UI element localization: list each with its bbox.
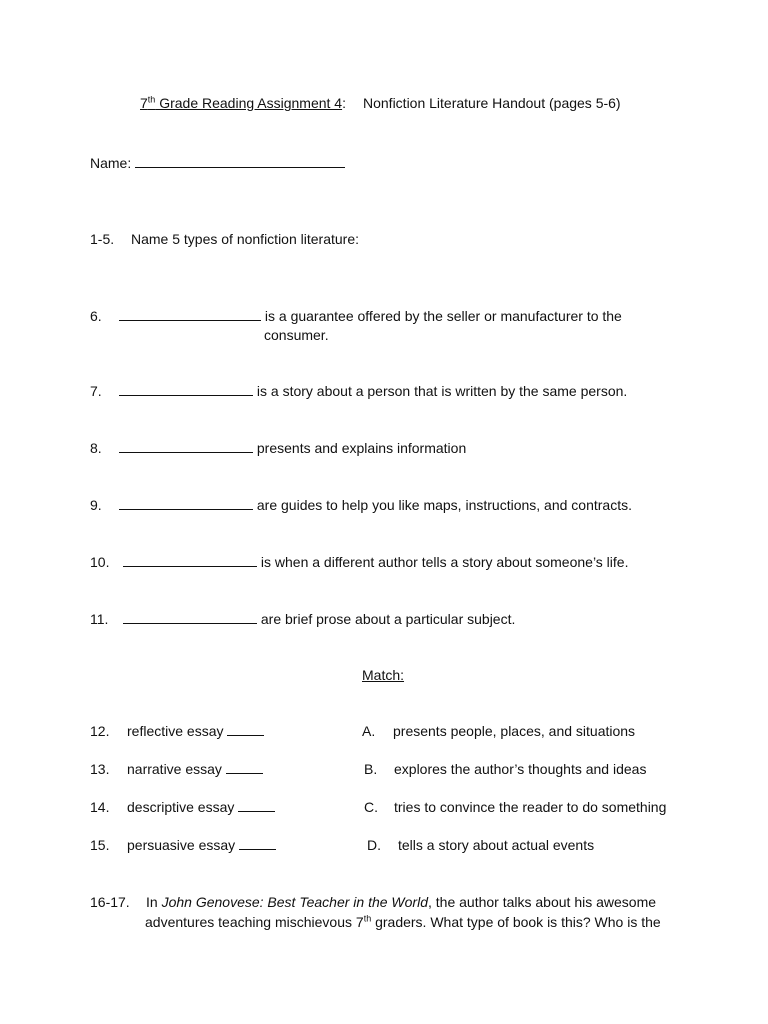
- grade-number: 7: [140, 95, 148, 111]
- question-10-number: 10.: [90, 554, 110, 570]
- question-6-continuation: consumer.: [264, 327, 329, 343]
- match-item-15-number: 15.: [90, 837, 110, 853]
- title-text: Grade Reading Assignment 4: [155, 95, 343, 111]
- match-item-13-blank[interactable]: [226, 761, 263, 774]
- question-8-blank[interactable]: [119, 440, 253, 453]
- assignment-title: [140, 94, 346, 112]
- question-11-text: are brief prose about a particular subject.: [257, 611, 516, 627]
- match-option-c-letter: C.: [364, 799, 378, 815]
- match-option-c-text: tries to convince the reader to do something: [394, 799, 667, 815]
- question-6-row: [119, 307, 622, 325]
- match-item-13-number: 13.: [90, 761, 110, 777]
- question-11-blank[interactable]: [123, 611, 257, 624]
- match-item-15-blank[interactable]: [239, 837, 276, 850]
- question-16-17-line1: [146, 893, 656, 911]
- question-1-5-text: Name 5 types of nonfiction literature:: [131, 231, 360, 247]
- question-11-row: [123, 610, 515, 628]
- match-option-a-text: presents people, places, and situations: [393, 723, 636, 739]
- match-item-14: [127, 798, 275, 816]
- title-colon: :: [342, 95, 346, 111]
- question-7-blank[interactable]: [119, 383, 253, 396]
- match-option-b-letter: B.: [364, 761, 378, 777]
- match-item-13-text: narrative essay: [127, 761, 222, 777]
- question-10-blank[interactable]: [123, 554, 257, 567]
- match-option-a-letter: A.: [362, 723, 376, 739]
- question-16-17-line2-post: graders. What type of book is this? Who is the: [371, 914, 661, 930]
- question-9-text: are guides to help you like maps, instructions, and contracts.: [253, 497, 632, 513]
- question-8-text: presents and explains information: [253, 440, 467, 456]
- name-row: [90, 154, 345, 172]
- match-item-15-text: persuasive essay: [127, 837, 236, 853]
- question-7-text: is a story about a person that is written by the same person.: [253, 383, 628, 399]
- question-1-5-number: 1-5.: [90, 231, 115, 247]
- match-item-14-text: descriptive essay: [127, 799, 235, 815]
- question-10-text: is when a different author tells a story about someone’s life.: [257, 554, 629, 570]
- match-heading: Match:: [362, 667, 405, 683]
- match-item-15: [127, 836, 276, 854]
- question-9-row: [119, 496, 632, 514]
- question-16-17-line2-pre: adventures teaching mischievous 7: [145, 914, 364, 930]
- question-16-17-post: , the author talks about his awesome: [428, 894, 657, 910]
- question-8-row: [119, 439, 466, 457]
- question-16-17-line2: [145, 913, 661, 931]
- name-blank[interactable]: [135, 155, 345, 168]
- match-item-14-number: 14.: [90, 799, 110, 815]
- match-option-d-letter: D.: [367, 837, 381, 853]
- question-8-number: 8.: [90, 440, 102, 456]
- match-option-b-text: explores the author’s thoughts and ideas: [394, 761, 647, 777]
- grade-superscript: th: [147, 94, 156, 105]
- question-6-text: is a guarantee offered by the seller or manufacturer to the: [261, 308, 622, 324]
- match-item-12: [127, 722, 264, 740]
- name-label: Name:: [90, 155, 132, 171]
- match-item-12-blank[interactable]: [227, 723, 264, 736]
- handout-subtitle: Nonfiction Literature Handout (pages 5-6): [363, 95, 621, 111]
- match-item-13: [127, 760, 263, 778]
- question-7-number: 7.: [90, 383, 102, 399]
- question-16-17-superscript: th: [363, 913, 372, 924]
- book-title: John Genovese: Best Teacher in the World: [161, 894, 428, 910]
- question-16-17-number: 16-17.: [90, 894, 130, 910]
- question-9-blank[interactable]: [119, 497, 253, 510]
- question-11-number: 11.: [90, 611, 109, 627]
- question-10-row: [123, 553, 628, 571]
- question-6-number: 6.: [90, 308, 102, 324]
- question-16-17-pre: In: [146, 894, 162, 910]
- match-item-14-blank[interactable]: [238, 799, 275, 812]
- question-9-number: 9.: [90, 497, 102, 513]
- question-7-row: [119, 382, 627, 400]
- match-option-d-text: tells a story about actual events: [398, 837, 595, 853]
- question-6-blank[interactable]: [119, 308, 261, 321]
- match-item-12-text: reflective essay: [127, 723, 224, 739]
- match-item-12-number: 12.: [90, 723, 110, 739]
